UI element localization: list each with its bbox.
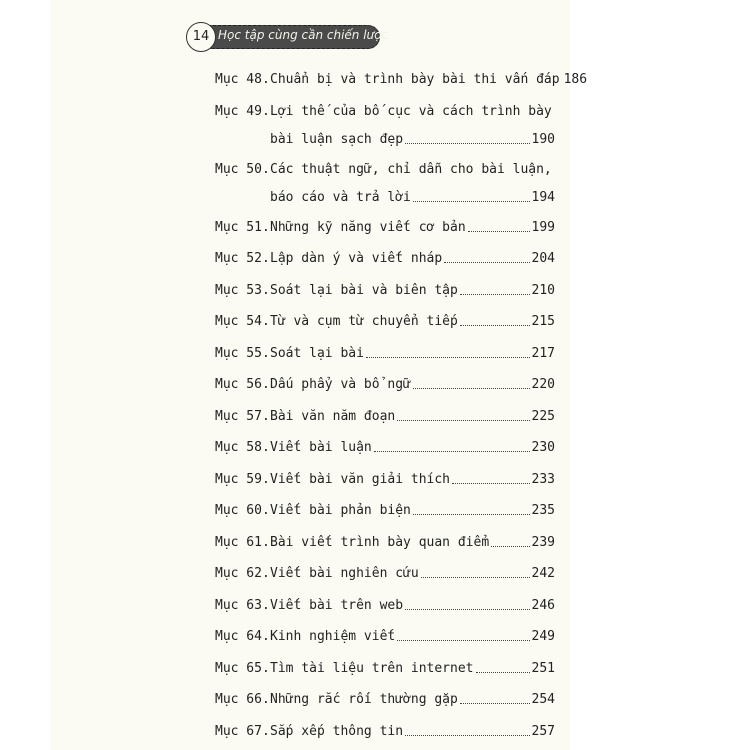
toc-entry-line bbox=[270, 535, 555, 550]
toc-entry-label: Mục 49. bbox=[215, 103, 270, 119]
toc-entry-title: Soát lại bài bbox=[270, 345, 364, 361]
toc-entry-label: Mục 58. bbox=[215, 440, 270, 455]
dot-leader bbox=[374, 450, 530, 452]
toc-entry-page: 239 bbox=[531, 534, 555, 550]
dot-leader bbox=[460, 293, 530, 295]
toc-entry-line bbox=[270, 692, 555, 707]
toc-entry-title: Tìm tài liệu trên internet bbox=[270, 660, 474, 676]
toc-entry-line bbox=[270, 190, 555, 205]
toc-entry-title: Những kỹ năng viết cơ bản bbox=[270, 219, 466, 235]
toc-entry-label: Mục 52. bbox=[215, 251, 270, 266]
toc-entry-title: Các thuật ngữ, chỉ dẫn cho bài luận, bbox=[270, 161, 552, 177]
toc-entry-line bbox=[270, 251, 555, 266]
toc-entry-page: 186 bbox=[563, 72, 588, 87]
toc-entry-line bbox=[270, 629, 555, 644]
toc-entry-page: 246 bbox=[531, 597, 555, 613]
toc-entry-label: Mục 60. bbox=[215, 503, 270, 518]
toc-entry-line bbox=[270, 724, 555, 739]
toc-entry-line bbox=[270, 72, 588, 87]
toc-entry-label: Mục 48. bbox=[215, 72, 270, 87]
toc-entry-line bbox=[270, 104, 555, 119]
dot-leader bbox=[413, 387, 530, 389]
dot-leader bbox=[460, 324, 530, 326]
toc-entry-title: Viết bài văn giải thích bbox=[270, 471, 451, 487]
toc-entry-page: 257 bbox=[531, 723, 555, 739]
dot-leader bbox=[491, 545, 529, 547]
toc-entry-title: Viết bài nghiên cứu bbox=[270, 566, 419, 581]
toc-entry-title: Viết bài luận bbox=[270, 440, 372, 455]
toc-entry-label: Mục 66. bbox=[215, 692, 270, 707]
toc-entry-title: Bài viết trình bày quan điểm bbox=[270, 534, 490, 550]
toc-entry-line bbox=[270, 472, 555, 487]
toc-entry-page: 233 bbox=[531, 471, 555, 487]
toc-entry-title: Dấu phẩy và bổ ngữ bbox=[270, 377, 411, 392]
toc-entry-line bbox=[270, 283, 555, 298]
toc-entry-label: Mục 67. bbox=[215, 723, 270, 739]
toc-entry-page: 249 bbox=[531, 629, 555, 644]
toc-entry-page: 190 bbox=[531, 131, 555, 147]
toc-entry-page: 242 bbox=[531, 566, 555, 581]
dot-leader bbox=[413, 513, 530, 515]
toc-entry-label: Mục 62. bbox=[215, 566, 270, 581]
toc-entry-label: Mục 63. bbox=[215, 597, 270, 613]
toc-entry-label: Mục 54. bbox=[215, 314, 270, 329]
dot-leader bbox=[413, 200, 530, 202]
toc-entry-page: 251 bbox=[531, 660, 555, 676]
toc-entry-line bbox=[270, 440, 555, 455]
dot-leader bbox=[405, 142, 529, 144]
dot-leader bbox=[366, 356, 530, 358]
toc-entry-label: Mục 56. bbox=[215, 377, 270, 392]
dot-leader bbox=[397, 639, 529, 641]
toc-entry-line bbox=[270, 377, 555, 392]
toc-entry-page: 235 bbox=[531, 503, 555, 518]
toc-entry-page: 215 bbox=[531, 314, 555, 329]
toc-entry-line bbox=[270, 503, 555, 518]
toc-entry-label: Mục 50. bbox=[215, 161, 270, 177]
dot-leader bbox=[397, 419, 529, 421]
dot-leader bbox=[421, 576, 530, 578]
toc-entry-title: báo cáo và trả lời bbox=[270, 189, 411, 205]
dot-leader bbox=[405, 734, 529, 736]
toc-entry-title: Lợi thế của bố cục và cách trình bày bbox=[270, 103, 552, 119]
toc-entry-title: Viết bài trên web bbox=[270, 597, 404, 613]
toc-entry-page: 217 bbox=[531, 345, 555, 361]
toc-entry-title: Sắp xếp thông tin bbox=[270, 723, 404, 739]
toc-entry-line bbox=[270, 346, 555, 361]
toc-entry-line bbox=[270, 220, 555, 235]
dot-leader bbox=[452, 482, 530, 484]
toc-entry-line bbox=[270, 409, 555, 424]
toc-entry-title: Kinh nghiệm viết bbox=[270, 629, 396, 644]
dot-leader bbox=[405, 608, 529, 610]
toc-entry-label: Mục 59. bbox=[215, 471, 270, 487]
toc-entry-label: Mục 55. bbox=[215, 345, 270, 361]
toc-entry-label: Mục 57. bbox=[215, 408, 270, 424]
toc-entry-page: 204 bbox=[531, 251, 555, 266]
toc-entry-label: Mục 51. bbox=[215, 219, 270, 235]
toc-entry-line bbox=[270, 566, 555, 581]
toc-entry-title: Chuẩn bị và trình bày bài thi vấn đáp bbox=[270, 72, 560, 87]
toc-entry-line bbox=[270, 132, 555, 147]
toc-entry-page: 210 bbox=[531, 282, 555, 298]
toc-entry-page: 225 bbox=[531, 408, 555, 424]
toc-entry-title: Những rắc rối thường gặp bbox=[270, 692, 458, 707]
toc-entry-title: bài luận sạch đẹp bbox=[270, 131, 404, 147]
toc-entry-page: 199 bbox=[531, 219, 555, 235]
dot-leader bbox=[444, 261, 529, 263]
toc-entry-line bbox=[270, 598, 555, 613]
toc-entry-page: 230 bbox=[531, 440, 555, 455]
toc-entry-line bbox=[270, 661, 555, 676]
toc-entry-label: Mục 65. bbox=[215, 660, 270, 676]
toc-entry-title: Bài văn năm đoạn bbox=[270, 408, 396, 424]
toc-entry-title: Lập dàn ý và viết nháp bbox=[270, 251, 443, 266]
toc-entry-page: 220 bbox=[531, 377, 555, 392]
toc-entry-page: 194 bbox=[531, 189, 555, 205]
page-number: 14 bbox=[186, 22, 216, 52]
toc-entry-title: Soát lại bài và biên tập bbox=[270, 282, 458, 298]
dot-leader bbox=[468, 230, 530, 232]
toc-entry-label: Mục 53. bbox=[215, 282, 270, 298]
dot-leader bbox=[476, 671, 530, 673]
toc-entry-line bbox=[270, 162, 555, 177]
dot-leader bbox=[460, 702, 530, 704]
running-title: Học tập cùng cần chiến lược bbox=[218, 28, 389, 42]
toc-entry-page: 254 bbox=[531, 692, 555, 707]
toc-entry-label: Mục 64. bbox=[215, 629, 270, 644]
toc-entry-label: Mục 61. bbox=[215, 534, 270, 550]
toc-entry-title: Viết bài phản biện bbox=[270, 503, 411, 518]
toc-entry-line bbox=[270, 314, 555, 329]
toc-entry-title: Từ và cụm từ chuyển tiếp bbox=[270, 314, 458, 329]
